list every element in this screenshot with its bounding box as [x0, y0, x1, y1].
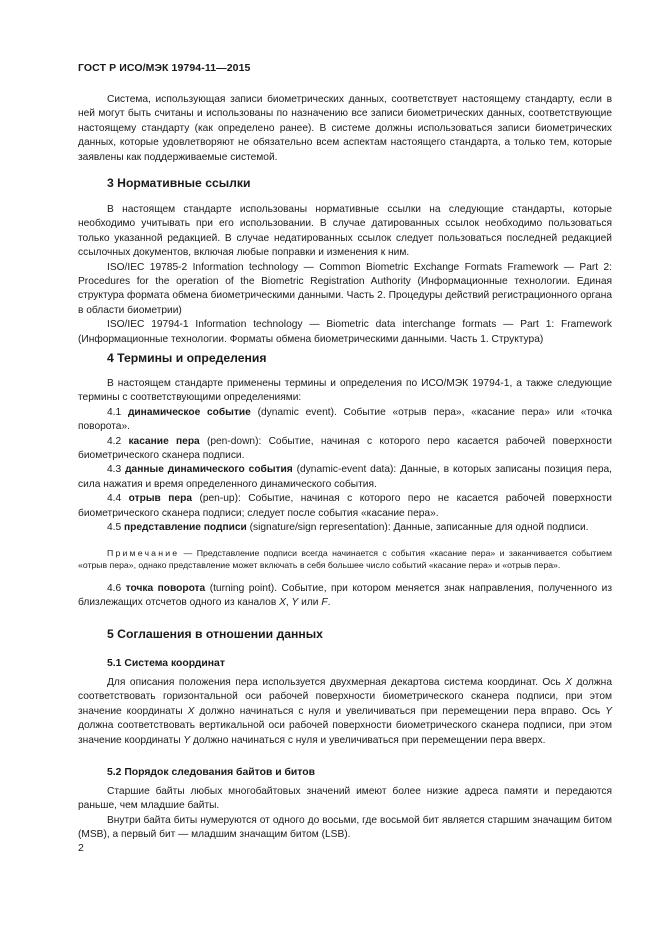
term-4-1: 4.1 динамическое событие (dynamic event). Событие «отрыв пера», «касание пера» или «точка поворота».	[78, 406, 613, 433]
term-4-5-name: представление подписи	[124, 522, 247, 534]
section-4-intro: В настоящем стандарте применены термины и определения по ИСО/МЭК 19794-1, а также следующие термины с соответствующими определениями:	[78, 378, 612, 404]
section-5-heading: 5 Соглашения в отношении данных	[107, 627, 323, 641]
intro-text: Система, использующая записи биометрических данных, соответствует настоящему стандарту, если в ней могут быть считаны и использованы по назначению все записи биометрических данных, соответствующие настоящему стандарту (как определено ранее). В системе должны использоваться записи биометрических данных, которые удовлетворяют не обязательно всем аспектам настоящего стандарта, а только тем, которые заявлены как поддерживаемые системой.	[78, 94, 612, 163]
term-4-1-name: динамическое событие	[127, 406, 251, 418]
note-text: Примечание — Представление подписи всегда начинается с события «касание пера» и заканчивается событием «отрыв пера», однако представление может включать в себя большее число событий «касание пера» и «отрыв пера».	[78, 547, 612, 571]
term-4-4-name: отрыв пера	[128, 493, 192, 505]
term-4-2: 4.2 касание пера (pen-down): Событие, начиная с которого перо касается рабочей поверхности биометрического сканера подписи.	[78, 435, 612, 462]
section-3-paragraph: В настоящем стандарте использованы нормативные ссылки на следующие стандарты, которые необходимо учитывать при его использовании. В случае датированных ссылок необходимо пользоваться только указанной редакцией. В случае недатированных ссылок следует пользоваться последней редакцией ссылочных документов, включая любые поправки и изменения к ним.	[78, 204, 612, 259]
reference-iso-19794-1: ISO/IEC 19794-1 Information technology — Biometric data interchange formats — Part 1: Framework (Информационные технологии. Форматы обмена биометрическими данными. Часть 1. Структура)	[78, 319, 612, 345]
term-4-6-block	[78, 582, 612, 611]
section-5-2-paragraph-1: Старшие байты любых многобайтовых значений имеют более низкие адреса памяти и передаются раньше, чем младшие байты.	[78, 786, 612, 812]
term-4-6: 4.6 точка поворота (turning point). Событие, при котором меняется знак направления, полученного из близлежащих отсчетов одного из каналов X, Y или F.	[78, 583, 612, 609]
section-5-2-heading: 5.2 Порядок следования байтов и битов	[107, 767, 315, 778]
term-4-2-name: касание пера	[128, 435, 200, 447]
term-4-6-name: точка поворота	[125, 583, 206, 594]
section-5-2-body	[78, 785, 612, 843]
term-4-4: 4.4 отрыв пера (pen-up): Событие, начиная с которого перо не касается рабочей поверхности биометрического сканера подписи; следует после события «касание пера».	[78, 493, 612, 519]
section-4-body	[78, 377, 612, 535]
section-3-heading: 3 Нормативные ссылки	[107, 176, 251, 190]
term-4-3-name: данные динамического события	[125, 464, 293, 476]
section-4-heading: 4 Термины и определения	[107, 351, 267, 365]
section-3-body	[78, 203, 612, 347]
term-4-3: 4.3 данные динамического события (dynamic-event data): Данные, в которых записаны позиция пера, сила нажатия и время определенного динамического события.	[78, 464, 612, 490]
reference-iso-19785-2: ISO/IEC 19785-2 Information technology — Common Biometric Exchange Formats Framework — Part 2: Procedures for the operation of the Biometric Registration Authority (Информационные технологии. Единая структура формата обмена биометрическими данными. Часть 2. Процедуры действий регистрационного органа в области биометрии)	[78, 261, 612, 316]
document-header: ГОСТ Р ИСО/МЭК 19794-11—2015	[78, 62, 251, 74]
term-4-5: 4.5 представление подписи (signature/sign representation): Данные, записанные для одной подписи.	[107, 522, 589, 534]
note-label: Примечание	[107, 547, 180, 558]
section-5-2-paragraph-2: Внутри байта биты нумеруются от одного до восьми, где восьмой бит является старшим значащим битом (MSB), а первый бит — младшим значащим битом (LSB).	[78, 814, 612, 841]
section-5-1-body	[78, 676, 612, 748]
note-block	[78, 538, 612, 580]
section-5-1-paragraph: Для описания положения пера используется двухмерная декартова система координат. Ось X должна соответствовать горизонтальной оси рабочей поверхности биометрического сканера подписи, при этом значение координаты X должно начинаться с нуля и увеличиваться при перемещении пера вправо. Ось Y должна соответствовать вертикальной оси рабочей поверхности биометрического сканера подписи, при этом значение координаты Y должно начинаться с нуля и увеличиваться при перемещении пера вверх.	[78, 677, 612, 746]
page-number: 2	[78, 842, 84, 854]
section-5-1-heading: 5.1 Система координат	[107, 658, 225, 669]
intro-paragraph	[78, 93, 612, 165]
